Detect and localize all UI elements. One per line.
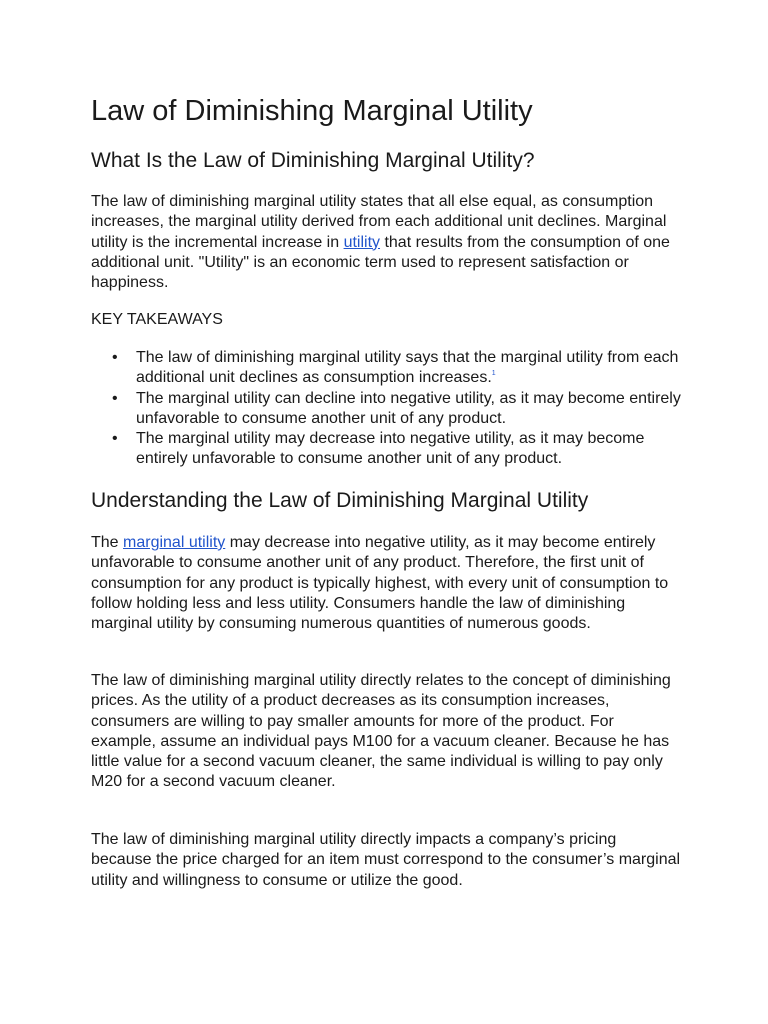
section-heading-what-is: What Is the Law of Diminishing Marginal Utility? — [91, 149, 535, 172]
diminishing-prices-paragraph: The law of diminishing marginal utility directly relates to the concept of diminishing prices. As the utility of a product decreases as its consumption increases, consumers are willing to pay smaller amounts for more of the product. For example, assume an individual pays M100 for a vacuum cleaner. Because he has little value for a second vacuum cleaner, the same individual is willing to pay only M20 for a second vacuum cleaner. — [91, 672, 671, 791]
understanding-text-start: The — [91, 534, 124, 551]
intro-text-end: that results from the consumption of one additional unit. "Utility" is an economic term used to represent satisfaction or happiness. — [91, 233, 670, 292]
section-heading-understanding: Understanding the Law of Diminishing Marginal Utility — [91, 489, 589, 512]
understanding-text-end: may decrease into negative utility, as it may become entirely unfavorable to consume another unit of any product. Therefore, the first unit of consumption for any product is typically highest, with every unit of consumption to follow holding less and less utility. Consumers handle the law of diminishing marginal utility by consuming numerous quantities of numerous goods. — [91, 534, 669, 633]
list-item — [91, 389, 681, 430]
pricing-paragraph: The law of diminishing marginal utility directly impacts a company’s pricing because the price charged for an item must correspond to the consumer’s marginal utility and willingness to consume or utilize the good. — [91, 831, 681, 889]
marginal-utility-link[interactable]: marginal utility — [123, 534, 226, 551]
page-title: Law of Diminishing Marginal Utility — [91, 95, 533, 127]
intro-paragraph — [91, 192, 681, 293]
bullet-icon: • — [112, 430, 118, 448]
key-takeaways-label: KEY TAKEAWAYS — [91, 311, 223, 328]
utility-link[interactable]: utility — [343, 233, 381, 251]
intro-text-start: The law of diminishing marginal utility states that all else equal, as consumption increases, the marginal utility derived from each additional unit declines. Marginal utility is the incremental increase in — [91, 193, 667, 251]
key-takeaways-list — [91, 348, 681, 470]
footnote-ref[interactable]: 1 — [491, 370, 496, 378]
list-item-text: The marginal utility can decline into negative utility, as it may become entirely unfavorable to consume another unit of any product. — [136, 389, 681, 427]
list-item — [91, 429, 681, 470]
bullet-icon: • — [112, 349, 118, 366]
list-item-text: The law of diminishing marginal utility says that the marginal utility from each additional unit declines as consumption increases. — [136, 349, 679, 387]
understanding-paragraph — [91, 533, 681, 634]
list-item-text: The marginal utility may decrease into negative utility, as it may become entirely unfavorable to consume another unit of any product. — [136, 430, 645, 468]
list-item — [91, 348, 681, 389]
bullet-icon: • — [112, 389, 118, 407]
